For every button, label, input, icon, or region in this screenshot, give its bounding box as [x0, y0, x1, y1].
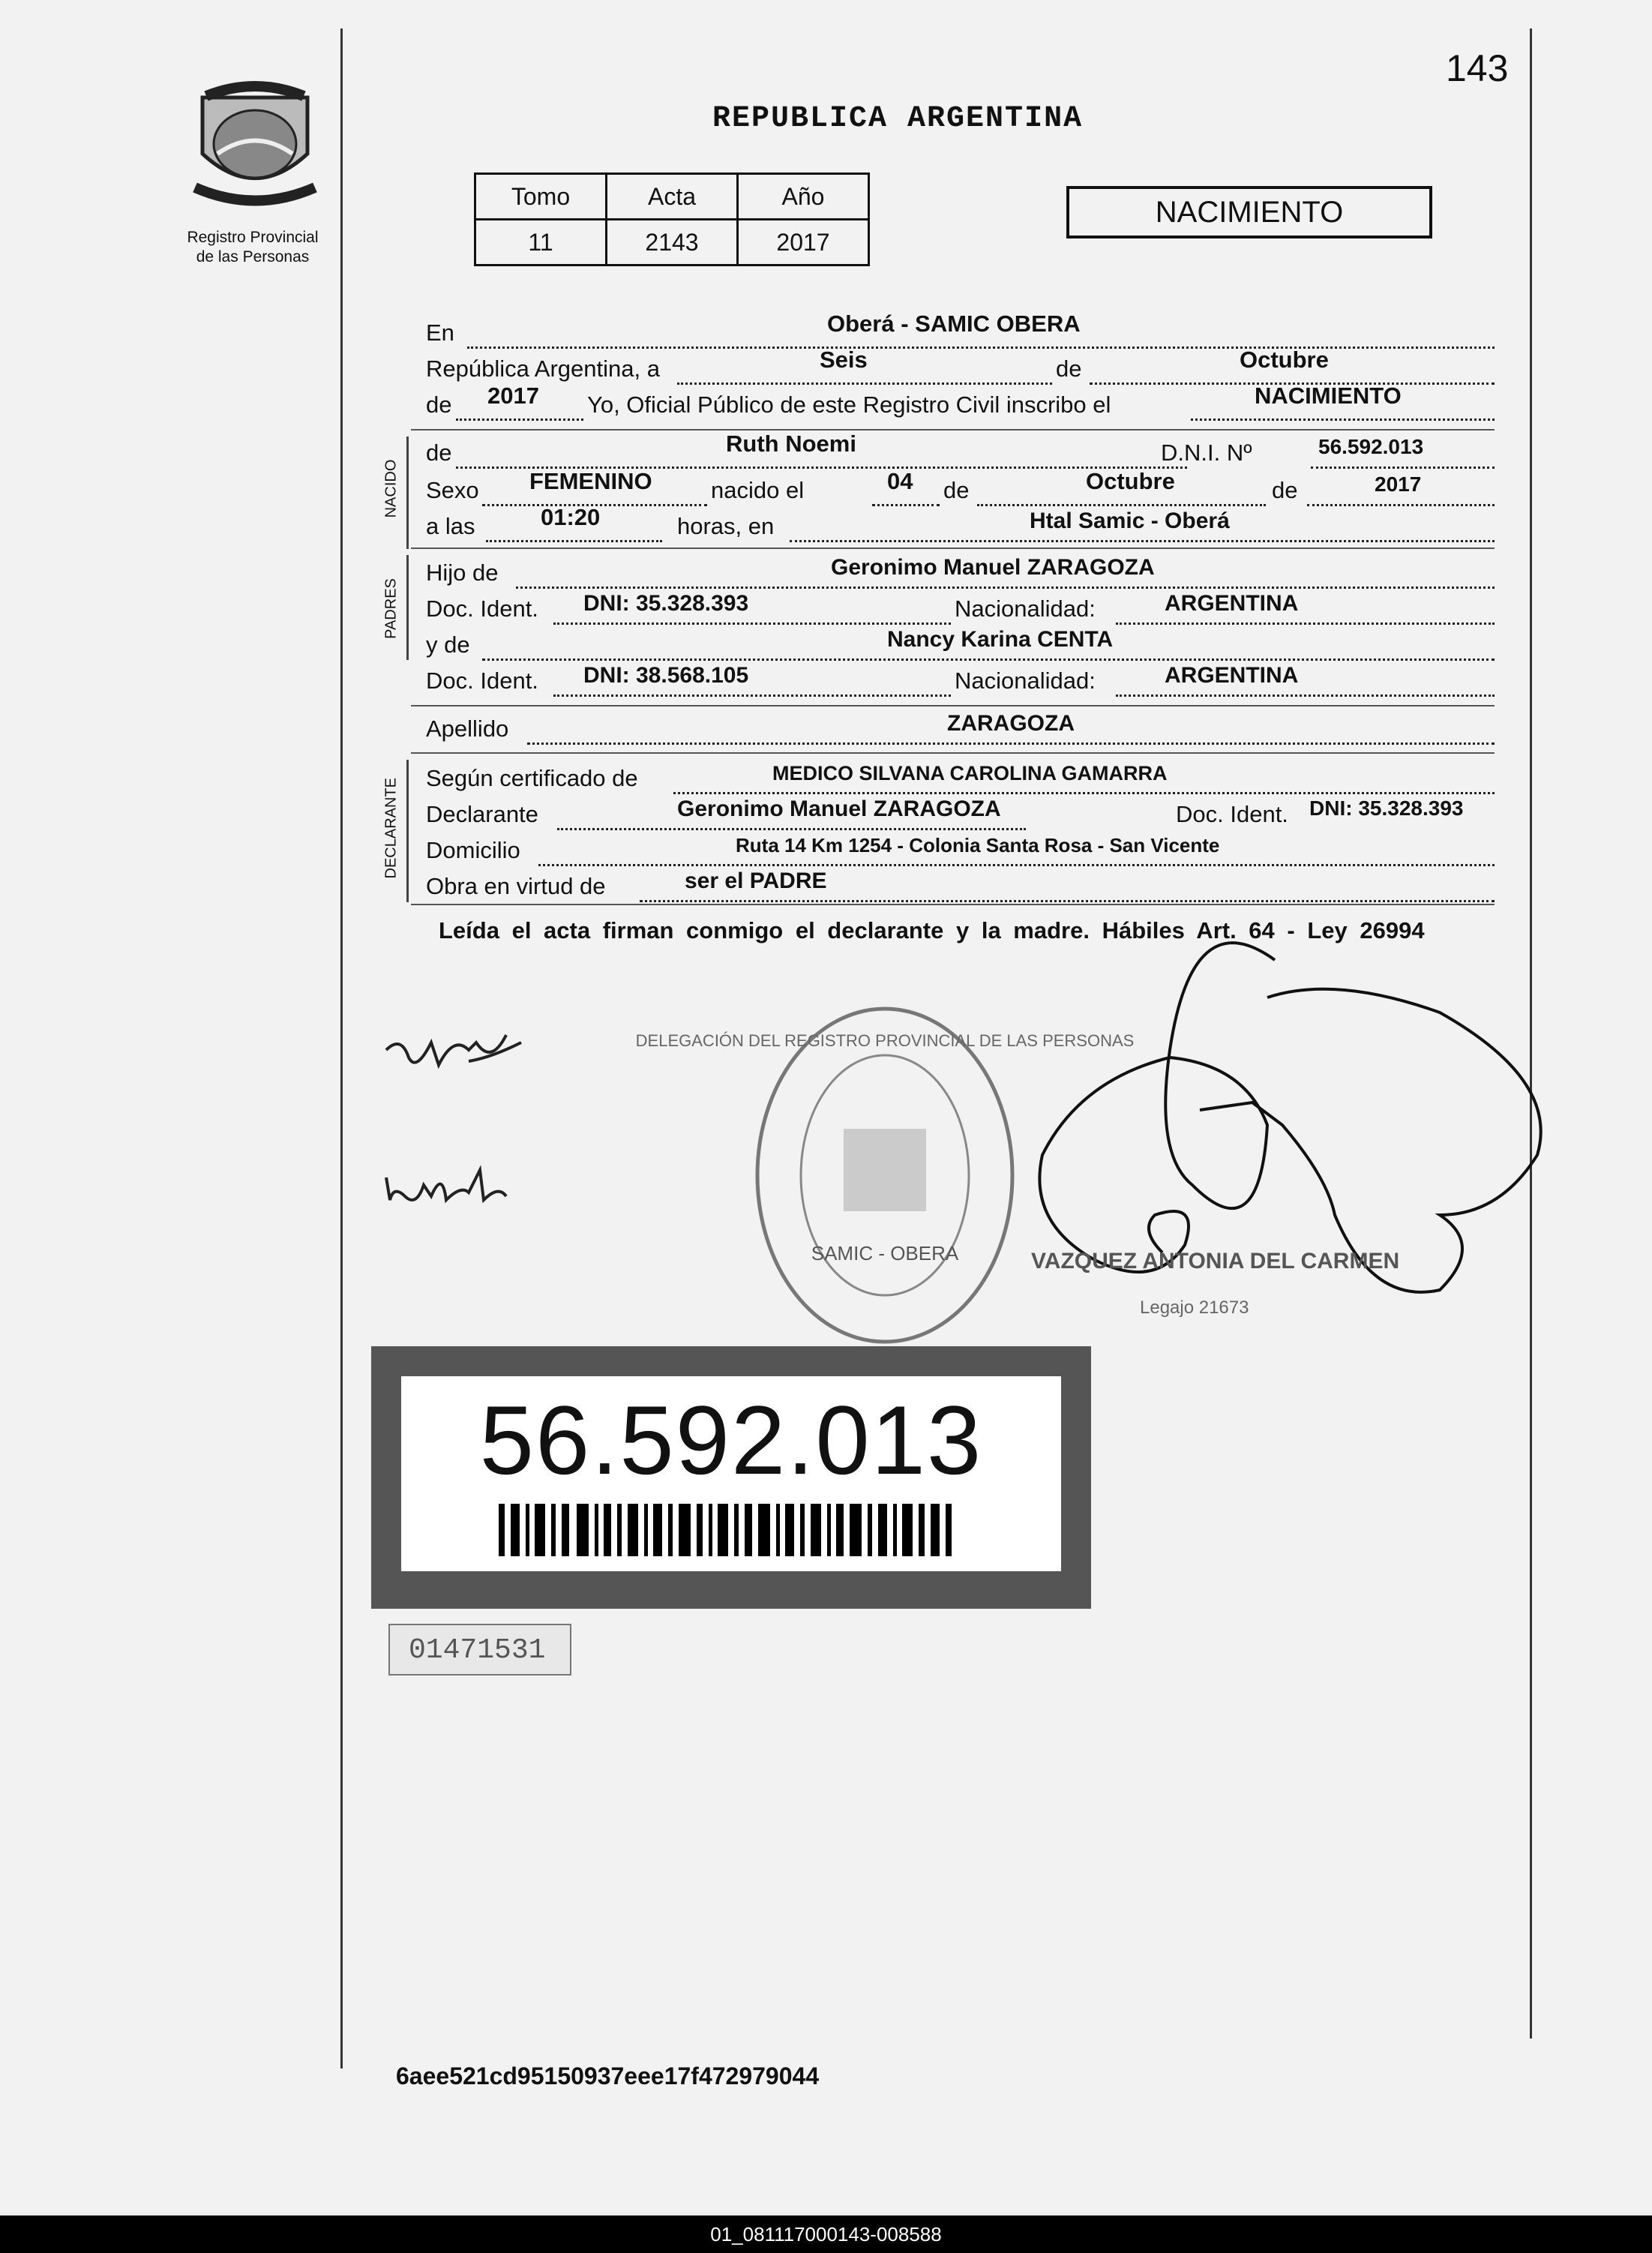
- surname-row: [426, 712, 1495, 746]
- mother-signature: [371, 1155, 521, 1230]
- official-legajo: Legajo 21673: [1140, 1298, 1249, 1318]
- date-row: [426, 346, 1495, 386]
- name-row: [426, 430, 1495, 470]
- closing-statement: Leída el acta firman conmigo el declarante y la madre. Hábiles Art. 64 - Ley 26994: [439, 917, 1425, 944]
- dni-sticker: [371, 1346, 1091, 1609]
- place-value: Oberá - SAMIC OBERA: [827, 310, 1081, 337]
- mother-doc-value: DNI: 38.568.105: [583, 663, 749, 688]
- sexo-value: FEMENINO: [529, 468, 652, 494]
- official-name: VAZQUEZ ANTONIA DEL CARMEN: [1031, 1249, 1400, 1274]
- certificate-row: [426, 762, 1495, 795]
- birth-day-value: 04: [887, 468, 913, 494]
- inscribe-row: [426, 382, 1495, 422]
- ano-label: Año: [738, 174, 869, 220]
- registry-stamp: [635, 1001, 1135, 1350]
- father-doc-value: DNI: 35.328.393: [583, 591, 749, 616]
- padres-section-label: PADRES: [382, 578, 400, 639]
- domicilio-value: Ruta 14 Km 1254 - Colonia Santa Rosa - San Vicente: [736, 834, 1220, 856]
- document-hash: 6aee521cd95150937eee17f472979044: [396, 2062, 820, 2090]
- barcode-icon: [499, 1504, 956, 1556]
- rep-label: República Argentina, a: [426, 356, 660, 382]
- svg-text:DELEGACIÓN DEL REGISTRO PROVIN: DELEGACIÓN DEL REGISTRO PROVINCIAL DE LAS PERSONAS: [635, 1031, 1135, 1050]
- father-nat-value: ARGENTINA: [1165, 591, 1299, 616]
- mother-doc-row: [426, 664, 1495, 698]
- domicilio-label: Domicilio: [426, 837, 520, 863]
- registry-label: Registro Provincial de las Personas: [187, 229, 319, 266]
- father-value: Geronimo Manuel ZARAGOZA: [831, 555, 1155, 580]
- obra-value: ser el PADRE: [685, 868, 827, 893]
- address-row: [426, 834, 1495, 867]
- reason-row: [426, 870, 1495, 903]
- place-row: [426, 310, 1495, 350]
- nac2-label: Nacionalidad:: [955, 668, 1096, 694]
- tomo-value: 11: [475, 220, 607, 266]
- page-number: 143: [1446, 47, 1509, 89]
- doc2-label: Doc. Ident.: [426, 668, 538, 694]
- footer-id-bar: [0, 2216, 1652, 2253]
- doc3-label: Doc. Ident.: [1176, 801, 1288, 827]
- doc-label: Doc. Ident.: [426, 596, 538, 622]
- yo-label: Yo, Oficial Público de este Registro Civil inscribo el: [587, 392, 1111, 418]
- time-row: [426, 504, 1495, 543]
- day-value: Seis: [820, 346, 868, 373]
- nacido-section-label: NACIDO: [382, 459, 400, 518]
- dni-label: D.N.I. Nº: [1161, 440, 1252, 466]
- mother-value: Nancy Karina CENTA: [887, 627, 1114, 652]
- apellido-label: Apellido: [426, 716, 509, 742]
- nac-label: Nacionalidad:: [955, 596, 1096, 622]
- control-number-label: [388, 1624, 571, 1676]
- yde-label: y de: [426, 632, 470, 658]
- ano-value: 2017: [738, 220, 869, 266]
- father-doc-row: [426, 592, 1495, 626]
- sexo-label: Sexo: [426, 477, 479, 503]
- province-seal-icon: [187, 82, 322, 202]
- sticker-number: 56.592.013: [479, 1385, 983, 1495]
- hijo-label: Hijo de: [426, 560, 499, 586]
- year-value: 2017: [487, 382, 539, 409]
- name-value: Ruth Noemi: [726, 430, 856, 457]
- declarant-signature: [379, 1020, 529, 1088]
- birth-place-value: Htal Samic - Oberá: [1030, 508, 1230, 533]
- obra-label: Obra en virtud de: [426, 873, 606, 899]
- act-type-box: NACIMIENTO: [1066, 186, 1432, 238]
- control-number: 01471531: [409, 1634, 546, 1666]
- mother-nat-value: ARGENTINA: [1165, 663, 1299, 688]
- tomo-label: Tomo: [475, 174, 607, 220]
- footer-id: 01_081117000143-008588: [710, 2223, 942, 2246]
- inscribe-value: NACIMIENTO: [1255, 382, 1402, 409]
- name-label: de: [426, 440, 452, 466]
- cert-label: Según certificado de: [426, 765, 638, 791]
- de2-label: de: [426, 392, 452, 418]
- dni-value: 56.592.013: [1318, 435, 1424, 458]
- acta-label: Acta: [607, 174, 738, 220]
- month-value: Octubre: [1240, 346, 1329, 373]
- declarante-section-label: DECLARANTE: [382, 778, 400, 879]
- birth-month-value: Octubre: [1086, 468, 1175, 494]
- father-row: [426, 556, 1495, 590]
- country-title: REPUBLICA ARGENTINA: [712, 102, 1084, 136]
- alas-label: a las: [426, 513, 475, 539]
- de-label: de: [1056, 356, 1082, 382]
- mother-row: [426, 628, 1495, 662]
- official-signature: [1020, 930, 1560, 1350]
- acta-value: 2143: [607, 220, 738, 266]
- birth-de-label: de: [943, 477, 970, 503]
- birth-de2-label: de: [1272, 477, 1298, 503]
- horas-label: horas, en: [677, 513, 775, 539]
- apellido-value: ZARAGOZA: [947, 711, 1075, 736]
- declarante-doc-value: DNI: 35.328.393: [1309, 796, 1464, 820]
- declarant-row: [426, 798, 1495, 831]
- en-label: En: [426, 320, 454, 346]
- sex-row: [426, 468, 1495, 507]
- time-value: 01:20: [541, 504, 601, 530]
- declarante-value: Geronimo Manuel ZARAGOZA: [677, 796, 1001, 821]
- reference-table: [474, 172, 870, 266]
- certificate-value: MEDICO SILVANA CAROLINA GAMARRA: [772, 762, 1168, 784]
- birth-year-value: 2017: [1375, 472, 1422, 496]
- nacido-label: nacido el: [711, 477, 805, 503]
- declarante-label: Declarante: [426, 801, 538, 827]
- left-margin-line: [340, 28, 343, 2068]
- svg-text:SAMIC - OBERA: SAMIC - OBERA: [811, 1242, 959, 1264]
